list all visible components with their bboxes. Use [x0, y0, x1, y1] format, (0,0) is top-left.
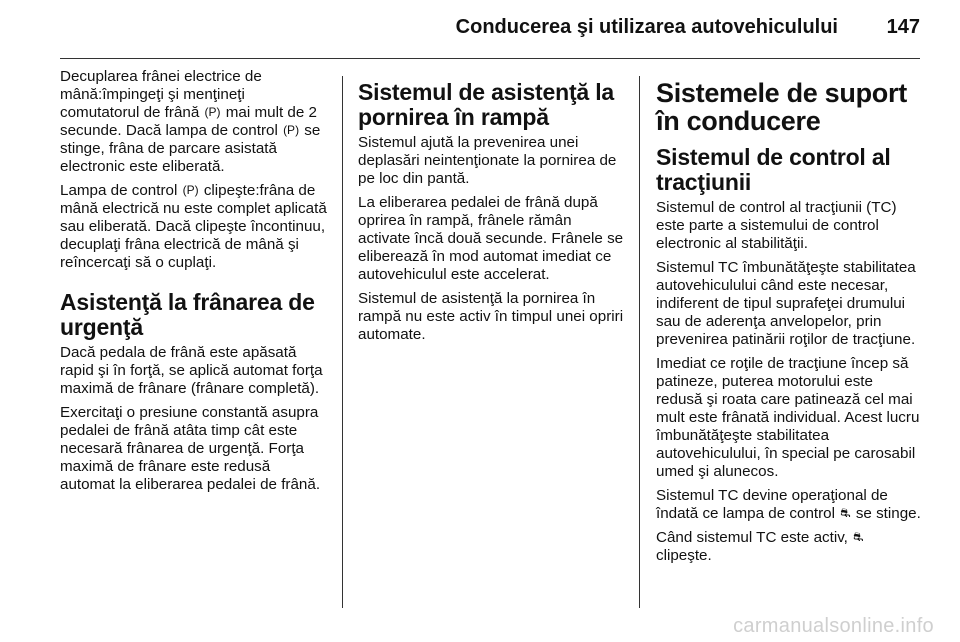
paragraph-tc-3: Imediat ce roţile de tracţiune încep să patineze, puterea motorului este redusă şi roata care patinează cel mai mult este frânată individual. Acest lucru îmbunătăţeşte stabilitatea autovehiculului, în special pe carosabil umed şi alunecos.: [656, 355, 920, 480]
header-rule: [60, 58, 920, 59]
traction-control-icon: ⛐: [840, 506, 851, 520]
paragraph-brake-release: [60, 68, 328, 176]
text-segment: se stinge, frâna de parcare asistată electronic este eliberată.: [60, 122, 321, 175]
text-segment: clipeşte.: [656, 547, 712, 564]
paragraph-control-lamp: [60, 182, 328, 272]
paragraph-hill-2: La eliberarea pedalei de frână după oprirea în rampă, frânele rămân activate încă două secunde. Frânele se eliberează în mod automat imediat ce autovehiculul este accelerat.: [358, 194, 624, 283]
heading-hill-start-assist: Sistemul de asistenţă la pornirea în rampă: [358, 79, 614, 130]
heading-emergency-brake-assist: Asistenţă la frânarea de urgenţă: [60, 289, 315, 340]
text-segment: Sistemul TC devine operaţional de îndată ce lampa de control: [656, 487, 888, 522]
paragraph-tc-4: [656, 487, 922, 523]
parking-brake-icon: (P): [283, 123, 300, 137]
traction-control-icon: ⛐: [853, 530, 864, 544]
column-divider-left: [342, 76, 343, 608]
text-segment: mai mult de 2 secunde. Dacă lampa de control: [60, 104, 317, 139]
page-number: 147: [886, 16, 920, 38]
parking-brake-icon: (P): [204, 105, 221, 119]
column-2: [358, 68, 626, 350]
heading-driver-support-systems: Sistemele de suport în conducere: [656, 78, 907, 136]
paragraph-hill-3: Sistemul de asistenţă la pornirea în rampă nu este activ în timpul unei opriri automate.: [358, 290, 624, 343]
heading-traction-control: Sistemul de control al tracţiunii: [656, 144, 891, 195]
paragraph-emergency-2: Exercitaţi o presiune constantă asupra pedalei de frână atâta timp cât este necesară frânarea de urgenţă. Forţa maximă de frânare este redusă automat la eliberarea pedalei de frână.: [60, 404, 321, 493]
header-title: Conducerea şi utilizarea autovehiculului: [455, 16, 838, 38]
paragraph-tc-1: Sistemul de control al tracţiunii (TC) este parte a sistemului de control electronic al stabilităţii.: [656, 199, 897, 252]
paragraph-emergency-1: Dacă pedala de frână este apăsată rapid şi în forţă, se aplică automat forţa maximă de frânare (frânare completă).: [60, 344, 323, 397]
text-segment: Când sistemul TC este activ,: [656, 529, 848, 546]
text-segment: se stinge.: [855, 505, 921, 522]
text-segment: Lampa de control: [60, 182, 178, 199]
text-segment: clipeşte:frâna de mână electrică nu este complet aplicată sau eliberată. Dacă clipeşte încontinuu, decuplaţi frâna electrică de mână şi reîncercaţi să o cuplaţi.: [60, 182, 327, 271]
paragraph-tc-2: Sistemul TC îmbunătăţeşte stabilitatea autovehiculului când este necesar, indiferent de tipul suprafeţei drumului sau de aderenţa anvelopelor, prin prevenirea patinării roţilor de tracţiune.: [656, 259, 916, 348]
column-divider-right: [639, 76, 640, 608]
paragraph-tc-5: [656, 529, 922, 565]
column-1: [60, 68, 328, 500]
column-3: [656, 68, 922, 571]
paragraph-hill-1: Sistemul ajută la prevenirea unei deplasări neintenţionate la pornirea de pe loc din pantă.: [358, 134, 617, 187]
parking-brake-icon: (P): [182, 183, 199, 197]
watermark: carmanualsonline.info: [733, 615, 934, 637]
text-segment: Decuplarea frânei electrice de mână:împingeţi şi menţineţi comutatorul de frână: [60, 68, 262, 121]
